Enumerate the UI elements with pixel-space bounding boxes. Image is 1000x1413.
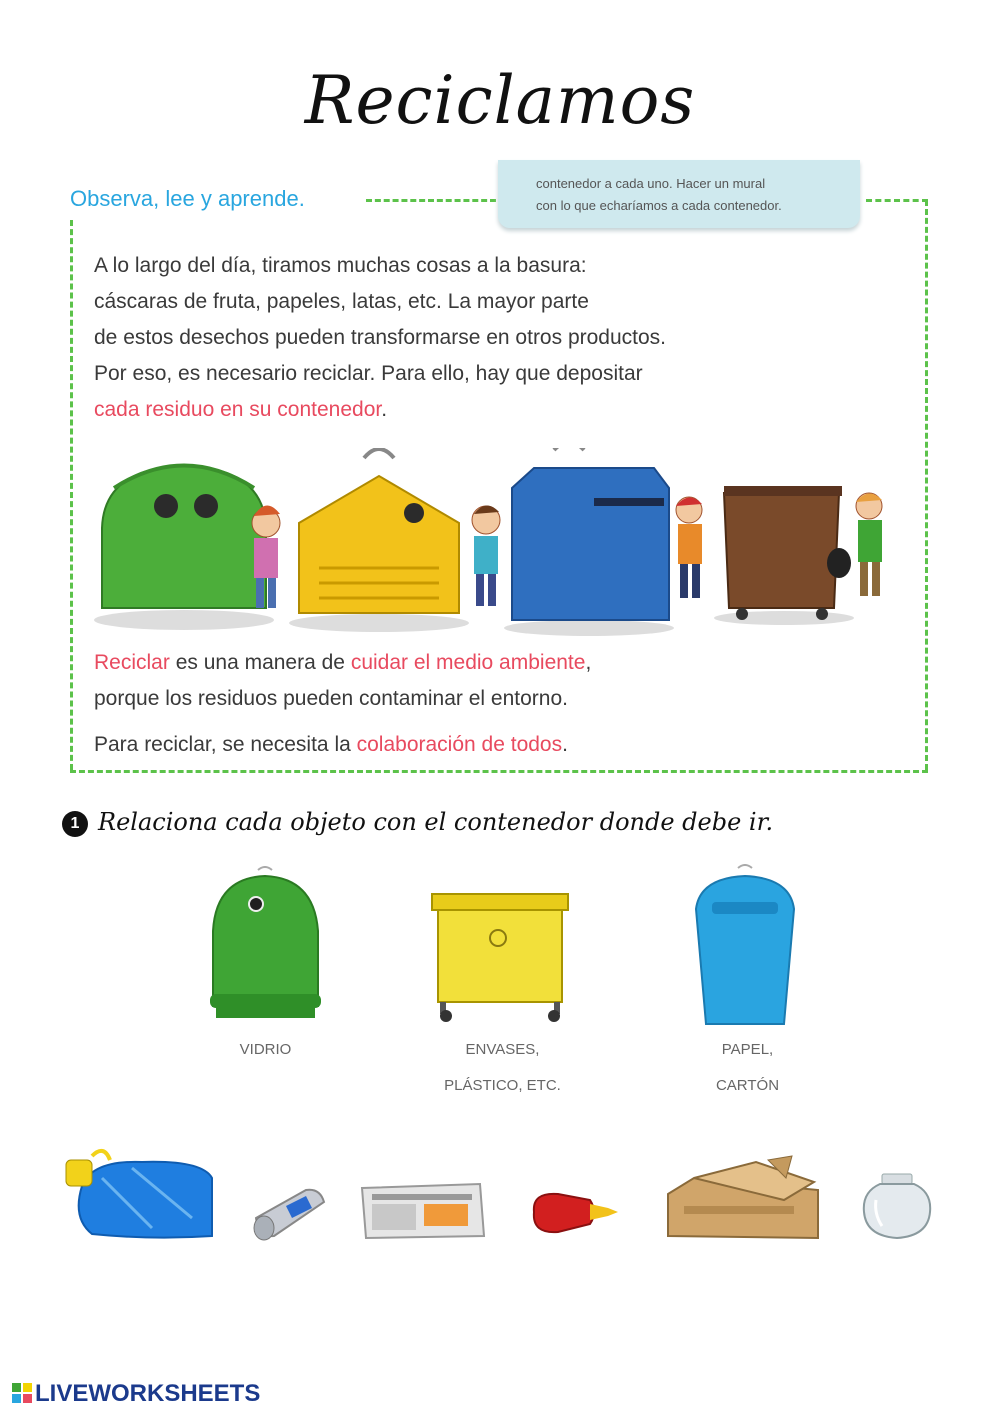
paragraph-line: Por eso, es necesario reciclar. Para ello, hay que depositar xyxy=(94,362,643,385)
frame-border-left xyxy=(70,220,73,770)
green-container-illustration xyxy=(94,448,274,630)
frame-border-top-right xyxy=(866,199,928,202)
note-line-2: con lo que echaríamos a cada contenedor. xyxy=(536,198,782,213)
note-line-1: contenedor a cada uno. Hacer un mural xyxy=(536,176,766,191)
plastic-bottle-object[interactable] xyxy=(62,1148,217,1243)
child-figure-3 xyxy=(676,497,702,598)
frame-border-top xyxy=(366,199,496,202)
yellow-container-illustration xyxy=(289,449,469,632)
paragraph-line: cáscaras de fruta, papeles, latas, etc. La mayor parte xyxy=(94,290,589,313)
can-object[interactable] xyxy=(250,1182,328,1244)
observe-heading: Observa, lee y aprende. xyxy=(70,186,305,211)
brand-logo-icon xyxy=(12,1383,32,1403)
packaging-bin-target[interactable] xyxy=(430,890,570,1025)
glass-bin-target[interactable] xyxy=(208,866,323,1024)
paragraph-line: cada residuo en su contenedor. xyxy=(94,398,388,421)
exercise-number: 1 xyxy=(62,811,88,837)
paragraph-line: de estos desechos pueden transformarse en otros productos. xyxy=(94,326,667,349)
intro-paragraph xyxy=(94,248,666,428)
paragraph-line: A lo largo del día, tiramos muchas cosas a la basura: xyxy=(94,254,587,277)
glass-jar-object[interactable] xyxy=(860,1170,935,1242)
paper-bin-target[interactable] xyxy=(690,864,800,1029)
closing-line-2: porque los residuos pueden contaminar el entorno. xyxy=(94,687,568,710)
closing-line-1: Reciclar es una manera de cuidar el medio ambiente, xyxy=(94,651,592,674)
page-title: Reciclamos xyxy=(304,62,696,139)
blue-container-illustration xyxy=(504,448,674,636)
frame-border-right xyxy=(925,200,928,770)
highlight-text: cada residuo en su contenedor xyxy=(94,398,382,421)
frame-border-bottom xyxy=(70,770,928,773)
bin-label-papel: PAPEL, CARTÓN xyxy=(715,1041,780,1094)
activity-note xyxy=(498,160,860,228)
footer-brand: LIVEWORKSHEETS xyxy=(12,1380,260,1408)
bin-label-envases: ENVASES, PLÁSTICO, ETC. xyxy=(444,1041,561,1094)
exercise-instruction: 1 Relaciona cada objeto con el contenedor donde debe ir. xyxy=(62,808,773,837)
newspaper-object[interactable] xyxy=(358,1180,488,1242)
closing-paragraph xyxy=(94,645,591,763)
ketchup-bottle-object[interactable] xyxy=(526,1186,622,1238)
recycling-containers-illustration xyxy=(94,448,904,638)
closing-line-3: Para reciclar, se necesita la colaboración de todos. xyxy=(94,733,568,756)
bin-label-vidrio: VIDRIO xyxy=(239,1041,292,1058)
cardboard-box-object[interactable] xyxy=(664,1154,822,1244)
child-figure-2 xyxy=(472,505,500,606)
